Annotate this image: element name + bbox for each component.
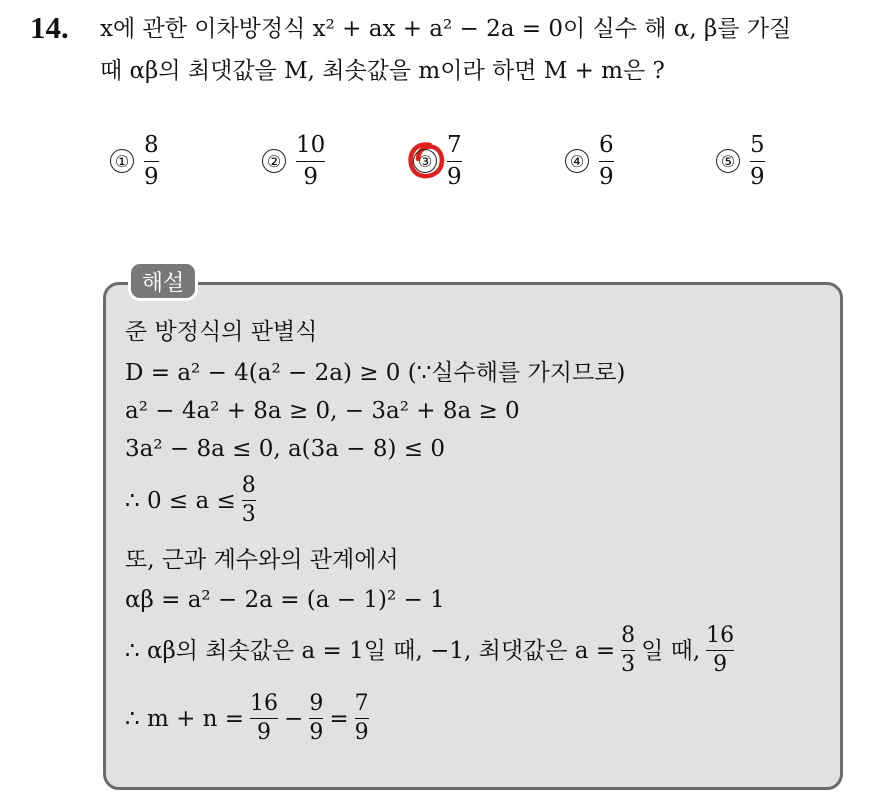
question-text-line1: x에 관한 이차방정식 x² + ax + a² − 2a = 0이 실수 해 α, β를 가질 [100,16,792,42]
fraction-bar [447,161,462,162]
choice-2[interactable] [262,128,325,194]
numerator: 8 [621,623,636,648]
choice-fraction [599,132,614,191]
numerator: 9 [309,691,324,716]
fraction-bar [309,718,323,719]
fraction-bar [242,500,256,501]
denominator: 9 [354,720,369,745]
choice-4[interactable] [565,128,614,194]
numerator: 16 [250,691,279,716]
fraction-bar [706,650,734,651]
denominator: 9 [309,720,324,745]
choice-number: ④ [565,149,589,173]
numerator: 6 [599,131,614,158]
choice-fraction [144,132,159,191]
choice-number: ③ [413,149,437,173]
fraction-bar [750,161,765,162]
fraction-bar [599,161,614,162]
explanation-line-9 [125,692,375,745]
fraction [355,692,369,745]
choice-fraction [750,132,765,191]
choice-number: ② [262,149,286,173]
fraction [706,624,734,677]
question-number: 14. [30,10,69,45]
fraction-bar [296,161,325,162]
explanation-line-1: 준 방정식의 판별식 [125,319,318,345]
operator: = [329,705,349,732]
choice-number: ⑤ [716,149,740,173]
fraction-bar [621,650,635,651]
numerator: 16 [706,623,735,648]
fraction [250,692,278,745]
operator: − [284,705,304,732]
explanation-line-3: a² − 4a² + 8a ≥ 0, − 3a² + 8a ≥ 0 [125,398,520,424]
choice-3[interactable] [413,128,462,194]
explanation-line-5 [125,474,262,527]
choice-1[interactable] [110,128,159,194]
line-text: ∴ 0 ≤ a ≤ [125,487,236,514]
numerator: 7 [354,691,369,716]
denominator: 3 [621,652,636,677]
fraction [309,692,323,745]
numerator: 5 [750,131,765,158]
explanation-line-7: αβ = a² − 2a = (a − 1)² − 1 [125,587,445,613]
denominator: 9 [303,163,318,190]
denominator: 9 [447,163,462,190]
line-text: ∴ αβ의 최솟값은 a = 1일 때, −1, 최댓값은 a = [125,637,616,664]
denominator: 3 [241,502,256,527]
explanation-line-2: D = a² − 4(a² − 2a) ≥ 0 (∵실수해를 가지므로) [125,360,626,386]
choice-fraction [447,132,462,191]
line-text: 일 때, [641,637,701,664]
numerator: 10 [296,131,326,158]
numerator: 8 [144,131,159,158]
denominator: 9 [599,163,614,190]
denominator: 9 [144,163,159,190]
explanation-tag: 해설 [128,261,198,301]
denominator: 9 [713,652,728,677]
explanation-line-6: 또, 근과 계수와의 관계에서 [125,547,399,573]
choice-fraction [296,132,325,191]
fraction [242,474,256,527]
fraction-bar [250,718,278,719]
numerator: 8 [241,473,256,498]
explanation-line-8 [125,624,740,677]
question-text-line2: 때 αβ의 최댓값을 M, 최솟값을 m이라 하면 M + m은 ? [100,58,665,84]
choice-5[interactable] [716,128,765,194]
choice-number: ① [110,149,134,173]
line-text: ∴ m + n = [125,705,245,732]
fraction-bar [355,718,369,719]
denominator: 9 [257,720,272,745]
denominator: 9 [750,163,765,190]
fraction [621,624,635,677]
numerator: 7 [447,131,462,158]
fraction-bar [144,161,159,162]
explanation-line-4: 3a² − 8a ≤ 0, a(3a − 8) ≤ 0 [125,436,446,462]
